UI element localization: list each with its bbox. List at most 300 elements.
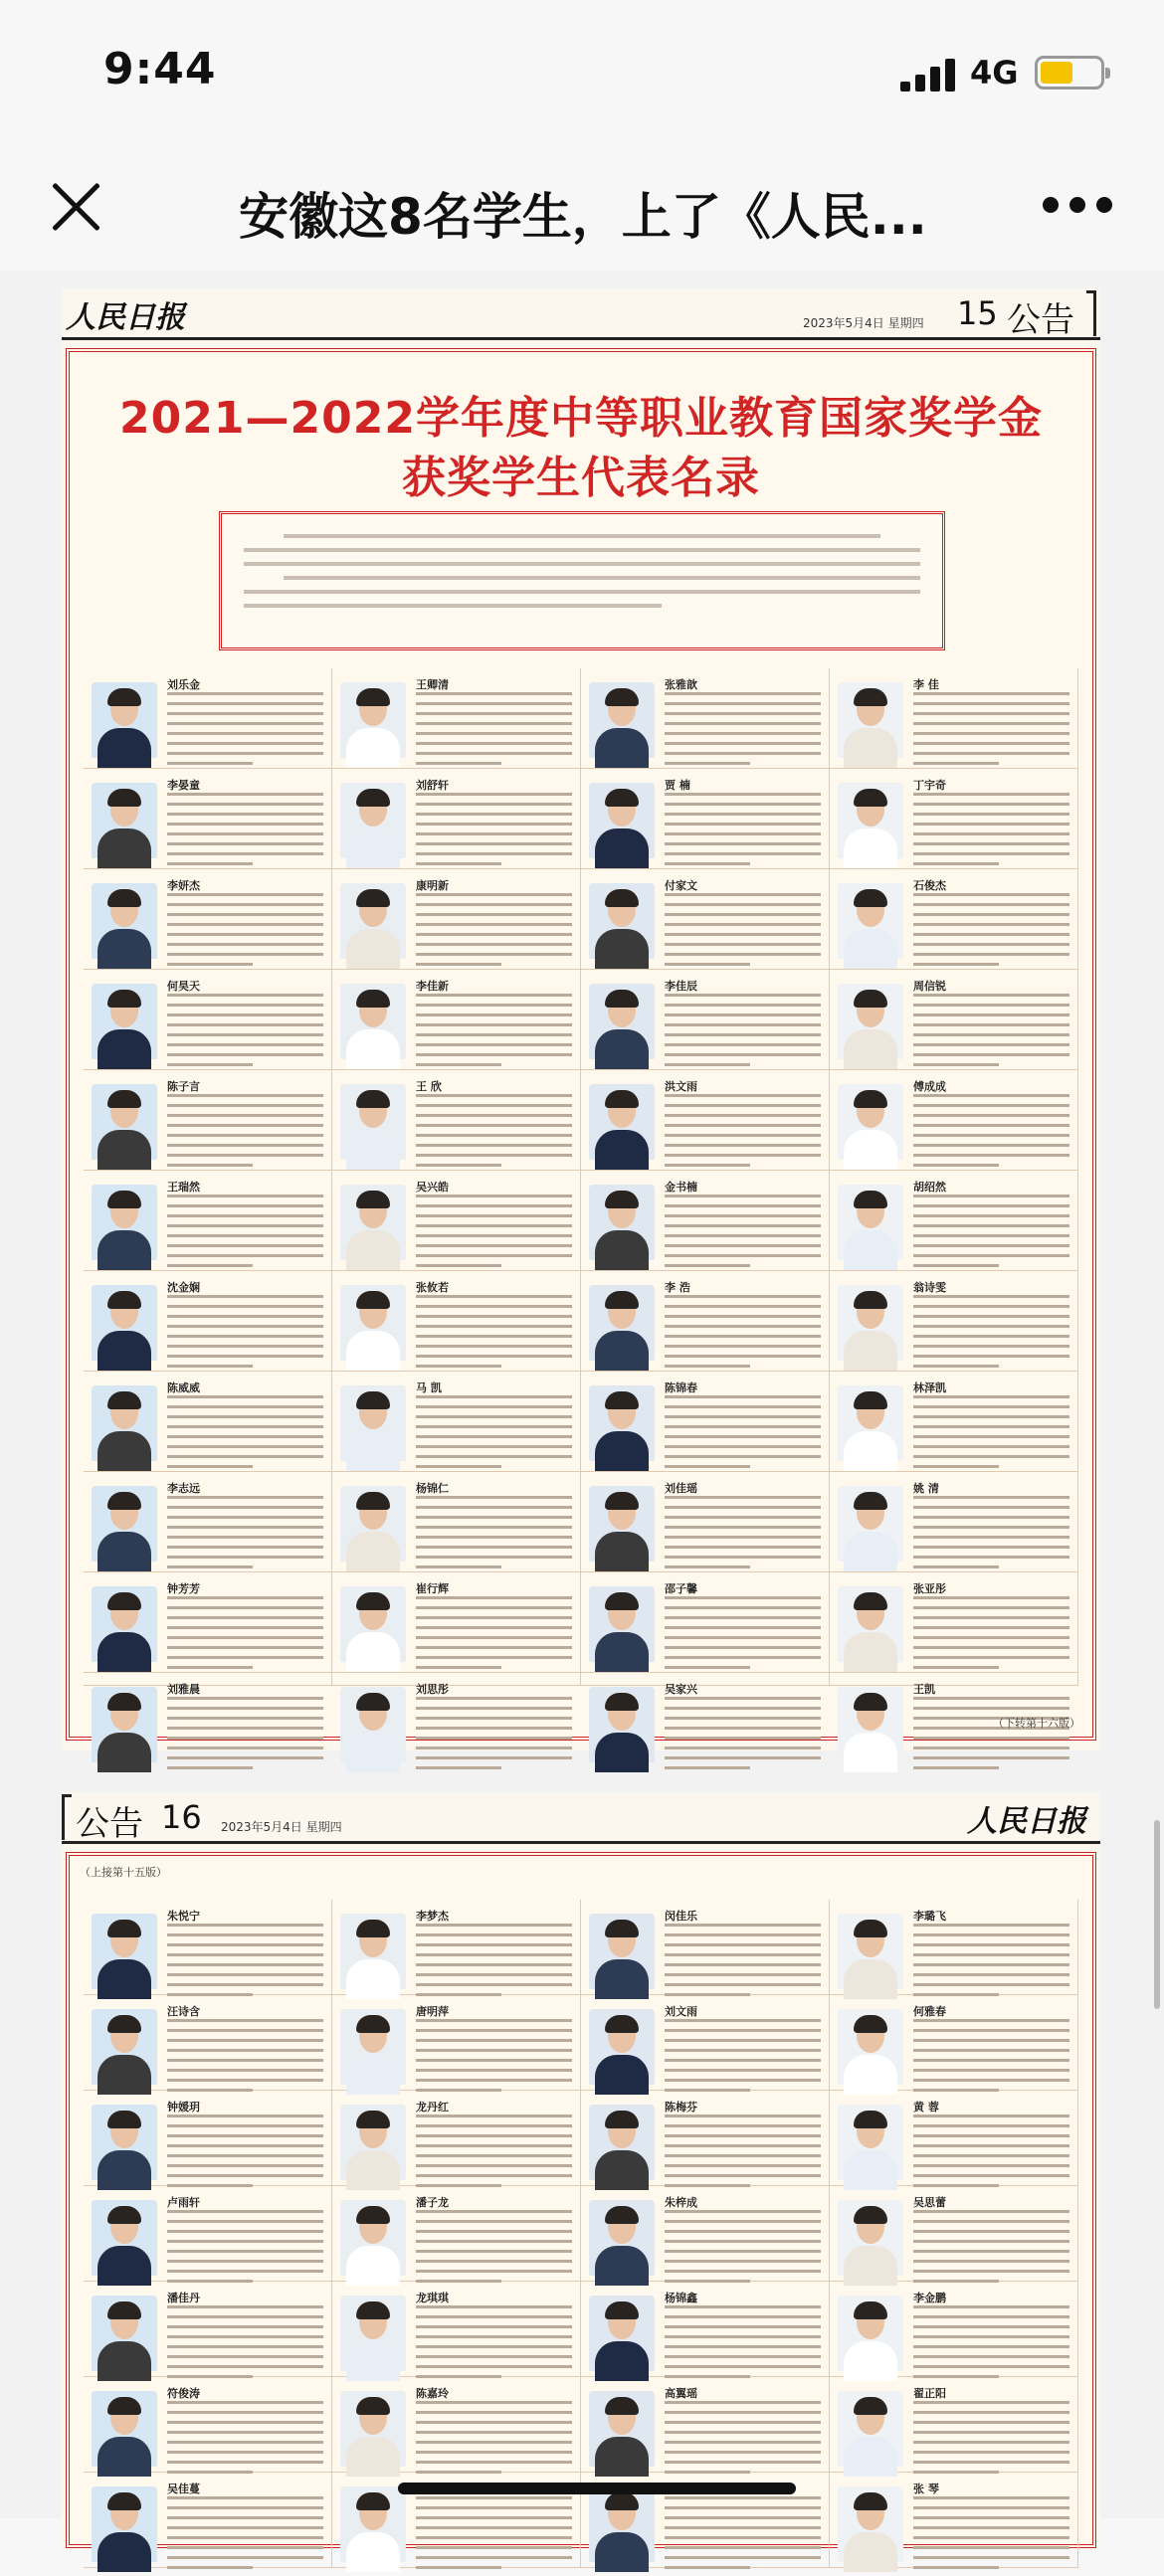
- student-photo: [838, 783, 903, 858]
- student-name: 吴思蕾: [913, 2196, 946, 2209]
- student-entry: [332, 1995, 581, 2091]
- student-entry: [830, 1673, 1078, 1696]
- student-photo: [838, 1285, 903, 1361]
- student-photo: [838, 1084, 903, 1160]
- announcement-frame: [66, 348, 1096, 1741]
- student-entry: [332, 1900, 581, 1995]
- student-bio-text: [416, 1596, 572, 1676]
- student-photo: [838, 984, 903, 1059]
- student-photo: [589, 1285, 655, 1361]
- student-name: 张雅歆: [665, 678, 697, 691]
- student-photo: [92, 2105, 157, 2180]
- student-bio-text: [167, 793, 323, 872]
- student-photo: [92, 783, 157, 858]
- student-bio-text: [167, 2115, 323, 2194]
- student-photo: [589, 1486, 655, 1562]
- student-bio-text: [416, 692, 572, 772]
- masthead: [62, 1792, 1100, 1844]
- student-name: 王凯: [913, 1683, 935, 1696]
- student-name: 高翼瑶: [665, 2387, 697, 2400]
- student-entry: [84, 668, 332, 769]
- student-bio-text: [416, 1295, 572, 1375]
- student-entry: [830, 970, 1078, 1070]
- article-title: 安徽这8名学生，上了《人民...: [239, 188, 927, 246]
- student-name: 李梦杰: [416, 1910, 449, 1923]
- student-name: 王 欣: [416, 1080, 442, 1093]
- student-name: 李璐飞: [913, 1910, 946, 1923]
- student-entry: [830, 2186, 1078, 2282]
- student-entry: [84, 1271, 332, 1372]
- student-photo: [92, 2296, 157, 2371]
- student-bio-text: [913, 1596, 1069, 1676]
- student-bio-text: [167, 1195, 323, 1274]
- student-photo: [838, 2391, 903, 2467]
- student-name: 刘乐金: [167, 678, 200, 691]
- student-photo: [340, 1185, 406, 1260]
- student-photo: [92, 1486, 157, 1562]
- student-entry: [84, 869, 332, 970]
- student-name: 黄 蓉: [913, 2101, 939, 2114]
- student-entry: [581, 2186, 830, 2282]
- student-name: 朱悦宁: [167, 1910, 200, 1923]
- student-name: 李佳辰: [665, 980, 697, 993]
- student-name: 李志远: [167, 1482, 200, 1495]
- student-entry: [830, 2473, 1078, 2568]
- student-bio-text: [416, 893, 572, 973]
- student-bio-text: [416, 1195, 572, 1274]
- student-name: 潘子龙: [416, 2196, 449, 2209]
- masthead-bracket: [1086, 290, 1096, 336]
- student-photo: [92, 1687, 157, 1762]
- student-name: 李金鹏: [913, 2292, 946, 2304]
- student-name: 陈子言: [167, 1080, 200, 1093]
- student-photo: [589, 1687, 655, 1762]
- student-bio-text: [665, 1295, 821, 1375]
- student-photo: [838, 1185, 903, 1260]
- student-name: 闵佳乐: [665, 1910, 697, 1923]
- student-photo: [340, 1385, 406, 1461]
- student-bio-text: [416, 1395, 572, 1475]
- announcement-frame: [66, 1852, 1096, 2548]
- student-name: 胡绍然: [913, 1181, 946, 1194]
- newspaper-logo: 人民日报: [967, 1804, 1086, 1839]
- student-photo: [589, 1084, 655, 1160]
- student-photo: [589, 1586, 655, 1662]
- student-name: 马 凯: [416, 1381, 442, 1394]
- student-entry: [830, 2282, 1078, 2377]
- student-photo: [340, 2486, 406, 2562]
- student-photo: [838, 2296, 903, 2371]
- student-bio-text: [913, 1094, 1069, 1174]
- student-name: 陈梅芬: [665, 2101, 697, 2114]
- student-photo: [340, 2105, 406, 2180]
- newspaper-logo: 人民日报: [66, 300, 185, 335]
- student-name: 金书楠: [665, 1181, 697, 1194]
- student-name: 刘雅晨: [167, 1683, 200, 1696]
- student-name: 汪诗含: [167, 2005, 200, 2018]
- student-photo: [340, 1285, 406, 1361]
- student-name: 张 琴: [913, 2483, 939, 2495]
- issue-date: 2023年5月4日 星期四: [803, 316, 924, 330]
- student-photo: [92, 2009, 157, 2085]
- student-name: 吴兴皓: [416, 1181, 449, 1194]
- student-bio-text: [913, 793, 1069, 872]
- student-photo: [340, 1687, 406, 1762]
- student-photo: [340, 783, 406, 858]
- student-entry: [581, 668, 830, 769]
- student-photo: [589, 1914, 655, 1989]
- student-bio-text: [167, 1924, 323, 2003]
- student-name: 贾 楠: [665, 779, 690, 792]
- student-photo: [589, 682, 655, 758]
- student-name: 陈嘉玲: [416, 2387, 449, 2400]
- student-photo: [838, 1586, 903, 1662]
- section-name: 公告: [76, 1804, 143, 1844]
- headline-line-1: 2021—2022学年度中等职业教育国家奖学金: [119, 393, 1043, 444]
- student-entry: [830, 2091, 1078, 2186]
- student-name: 钟媛玥: [167, 2101, 200, 2114]
- issue-date: 2023年5月4日 星期四: [221, 1820, 342, 1834]
- student-bio-text: [167, 1395, 323, 1475]
- student-bio-text: [416, 1697, 572, 1776]
- student-entry: [332, 1372, 581, 1472]
- student-name: 翁诗雯: [913, 1281, 946, 1294]
- student-entry: [581, 1070, 830, 1171]
- student-photo: [838, 1486, 903, 1562]
- student-entry: [830, 769, 1078, 869]
- student-entry: [830, 668, 1078, 769]
- student-bio-text: [167, 994, 323, 1073]
- student-entry: [84, 2377, 332, 2473]
- status-bar: [0, 0, 1164, 149]
- student-name: 崔行辉: [416, 1582, 449, 1595]
- intro-paragraph-box: [219, 511, 945, 650]
- student-entry: [830, 1171, 1078, 1271]
- student-entry: [581, 1673, 830, 1696]
- student-bio-text: [913, 1295, 1069, 1375]
- student-name: 龙丹红: [416, 2101, 449, 2114]
- student-entry: [84, 1472, 332, 1572]
- student-entry: [84, 1995, 332, 2091]
- student-name: 洪文雨: [665, 1080, 697, 1093]
- student-photo: [838, 2105, 903, 2180]
- student-bio-text: [416, 1496, 572, 1575]
- student-entry: [830, 2377, 1078, 2473]
- page-number: 15: [957, 294, 998, 332]
- student-name: 杨锦仁: [416, 1482, 449, 1495]
- student-bio-text: [665, 1094, 821, 1174]
- student-photo: [838, 1687, 903, 1762]
- student-entry: [332, 769, 581, 869]
- student-bio-text: [665, 1195, 821, 1274]
- student-photo: [589, 2486, 655, 2562]
- student-name: 刘舒轩: [416, 779, 449, 792]
- student-entry: [332, 2282, 581, 2377]
- student-bio-text: [167, 1094, 323, 1174]
- student-name: 符俊涛: [167, 2387, 200, 2400]
- student-name: 何雅春: [913, 2005, 946, 2018]
- continued-from-note: （上接第十五版）: [80, 1866, 167, 1879]
- student-entry: [332, 1271, 581, 1372]
- student-bio-text: [167, 1596, 323, 1676]
- student-entry: [332, 1472, 581, 1572]
- student-bio-text: [665, 2019, 821, 2099]
- student-bio-text: [416, 1924, 572, 2003]
- student-entry: [581, 769, 830, 869]
- student-entry: [332, 970, 581, 1070]
- student-photo: [589, 2200, 655, 2276]
- student-entry: [84, 970, 332, 1070]
- student-photo: [838, 1385, 903, 1461]
- student-entry: [830, 1472, 1078, 1572]
- student-entry: [332, 1572, 581, 1673]
- student-photo: [589, 2296, 655, 2371]
- student-bio-text: [665, 793, 821, 872]
- student-bio-text: [167, 1295, 323, 1375]
- section-name: 公告: [1007, 300, 1074, 340]
- student-name: 付家文: [665, 879, 697, 892]
- student-bio-text: [416, 2305, 572, 2385]
- student-bio-text: [416, 1094, 572, 1174]
- student-bio-text: [665, 2115, 821, 2194]
- student-photo: [340, 1084, 406, 1160]
- student-bio-text: [167, 893, 323, 973]
- student-entry: [830, 869, 1078, 970]
- status-time: 9:44: [103, 44, 217, 94]
- student-bio-text: [167, 2019, 323, 2099]
- student-entry: [84, 1171, 332, 1271]
- student-entry: [830, 1995, 1078, 2091]
- student-name: 周信锐: [913, 980, 946, 993]
- student-name: 吴家兴: [665, 1683, 697, 1696]
- student-name: 唐明萍: [416, 2005, 449, 2018]
- student-photo: [838, 2486, 903, 2562]
- student-photo: [838, 682, 903, 758]
- student-bio-text: [167, 2305, 323, 2385]
- student-entry: [84, 2473, 332, 2568]
- student-bio-text: [416, 2496, 572, 2576]
- student-bio-text: [167, 1697, 323, 1776]
- student-photo: [838, 2009, 903, 2085]
- student-name: 王瑞然: [167, 1181, 200, 1194]
- student-bio-text: [913, 2305, 1069, 2385]
- student-bio-text: [913, 1195, 1069, 1274]
- student-bio-text: [665, 1496, 821, 1575]
- student-entry: [84, 2091, 332, 2186]
- article-content[interactable]: [0, 271, 1164, 2518]
- student-photo: [589, 984, 655, 1059]
- student-bio-text: [416, 2210, 572, 2290]
- close-icon[interactable]: [40, 171, 111, 243]
- student-entry: [84, 2282, 332, 2377]
- student-name: 张亚彤: [913, 1582, 946, 1595]
- continued-note: （下转第十六版）: [993, 1717, 1080, 1730]
- student-entry: [84, 1372, 332, 1472]
- newspaper-page-16: [62, 1792, 1100, 2548]
- student-photo: [92, 1914, 157, 1989]
- student-bio-text: [167, 2210, 323, 2290]
- student-photo: [340, 883, 406, 959]
- student-photo: [838, 1914, 903, 1989]
- nav-bar: [0, 149, 1164, 269]
- student-name: 翟正阳: [913, 2387, 946, 2400]
- student-name: 林泽凯: [913, 1381, 946, 1394]
- student-photo: [838, 883, 903, 959]
- newspaper-page-15: [62, 288, 1100, 1750]
- student-entry: [581, 1995, 830, 2091]
- student-bio-text: [665, 2210, 821, 2290]
- student-bio-text: [416, 2115, 572, 2194]
- student-name: 朱梓成: [665, 2196, 697, 2209]
- student-bio-text: [913, 2019, 1069, 2099]
- student-name: 王卿清: [416, 678, 449, 691]
- student-entry: [581, 1900, 830, 1995]
- student-photo: [92, 984, 157, 1059]
- student-photo: [92, 1285, 157, 1361]
- student-photo: [838, 2200, 903, 2276]
- student-entry: [581, 2091, 830, 2186]
- student-bio-text: [167, 692, 323, 772]
- student-bio-text: [665, 994, 821, 1073]
- student-name: 何昊天: [167, 980, 200, 993]
- student-entry: [830, 1271, 1078, 1372]
- signal-strength-icon: [900, 58, 958, 92]
- student-name: 陈威威: [167, 1381, 200, 1394]
- student-bio-text: [665, 2496, 821, 2576]
- student-name: 杨锦鑫: [665, 2292, 697, 2304]
- student-grid-page-16: [84, 1900, 1078, 2568]
- student-photo: [92, 2200, 157, 2276]
- student-entry: [830, 1372, 1078, 1472]
- student-photo: [92, 883, 157, 959]
- student-name: 刘思彤: [416, 1683, 449, 1696]
- student-bio-text: [913, 2496, 1069, 2576]
- student-name: 龙琪琪: [416, 2292, 449, 2304]
- student-entry: [581, 2282, 830, 2377]
- student-name: 李妍杰: [167, 879, 200, 892]
- student-entry: [84, 1070, 332, 1171]
- student-entry: [84, 2186, 332, 2282]
- home-indicator[interactable]: [398, 2483, 796, 2494]
- student-bio-text: [913, 994, 1069, 1073]
- student-name: 姚 清: [913, 1482, 939, 1495]
- student-photo: [589, 2009, 655, 2085]
- student-entry: [830, 1900, 1078, 1995]
- student-entry: [581, 1271, 830, 1372]
- student-photo: [340, 682, 406, 758]
- student-photo: [92, 682, 157, 758]
- student-name: 傅成成: [913, 1080, 946, 1093]
- student-photo: [589, 2391, 655, 2467]
- student-bio-text: [665, 893, 821, 973]
- scrollbar[interactable]: [1154, 1820, 1160, 2009]
- student-bio-text: [913, 2401, 1069, 2481]
- student-entry: [830, 1070, 1078, 1171]
- student-name: 钟芳芳: [167, 1582, 200, 1595]
- student-name: 李晏童: [167, 779, 200, 792]
- student-bio-text: [913, 1496, 1069, 1575]
- student-entry: [581, 2377, 830, 2473]
- student-entry: [332, 668, 581, 769]
- student-photo: [340, 2200, 406, 2276]
- student-bio-text: [167, 2401, 323, 2481]
- network-type: 4G: [970, 54, 1019, 92]
- student-entry: [830, 1572, 1078, 1673]
- student-photo: [92, 2486, 157, 2562]
- student-entry: [84, 1900, 332, 1995]
- student-name: 李佳新: [416, 980, 449, 993]
- student-entry: [581, 869, 830, 970]
- student-entry: [332, 2091, 581, 2186]
- student-bio-text: [913, 2115, 1069, 2194]
- student-bio-text: [665, 1924, 821, 2003]
- student-photo: [340, 2009, 406, 2085]
- student-name: 张攸若: [416, 1281, 449, 1294]
- student-entry: [84, 1572, 332, 1673]
- headline-line-2: 获奖学生代表名录: [402, 453, 760, 503]
- student-photo: [92, 1084, 157, 1160]
- student-entry: [332, 1171, 581, 1271]
- student-entry: [581, 1171, 830, 1271]
- student-entry: [581, 1472, 830, 1572]
- student-photo: [92, 1185, 157, 1260]
- student-name: 邵子馨: [665, 1582, 697, 1595]
- student-name: 李 佳: [913, 678, 939, 691]
- student-photo: [340, 984, 406, 1059]
- student-name: 潘佳丹: [167, 2292, 200, 2304]
- student-grid-page-15: [84, 668, 1078, 1696]
- student-bio-text: [665, 2305, 821, 2385]
- student-entry: [84, 769, 332, 869]
- battery-icon: [1035, 56, 1104, 90]
- student-photo: [92, 1586, 157, 1662]
- student-entry: [332, 869, 581, 970]
- student-bio-text: [665, 1596, 821, 1676]
- student-entry: [332, 1673, 581, 1696]
- student-entry: [84, 1673, 332, 1696]
- student-name: 丁宇奇: [913, 779, 946, 792]
- student-entry: [581, 970, 830, 1070]
- student-bio-text: [913, 893, 1069, 973]
- student-bio-text: [665, 2401, 821, 2481]
- student-photo: [92, 2391, 157, 2467]
- masthead-bracket: [62, 1794, 72, 1840]
- student-photo: [589, 1185, 655, 1260]
- student-entry: [332, 1070, 581, 1171]
- student-photo: [589, 1385, 655, 1461]
- student-bio-text: [913, 692, 1069, 772]
- student-name: 康明新: [416, 879, 449, 892]
- student-entry: [332, 2377, 581, 2473]
- student-photo: [589, 883, 655, 959]
- student-photo: [340, 2391, 406, 2467]
- student-bio-text: [416, 793, 572, 872]
- student-entry: [581, 1372, 830, 1472]
- student-bio-text: [913, 1924, 1069, 2003]
- student-bio-text: [416, 994, 572, 1073]
- student-entry: [332, 2186, 581, 2282]
- student-name: 刘佳瑶: [665, 1482, 697, 1495]
- student-name: 卢雨轩: [167, 2196, 200, 2209]
- student-entry: [581, 1572, 830, 1673]
- student-bio-text: [416, 2019, 572, 2099]
- more-dots-icon[interactable]: [1043, 197, 1112, 217]
- student-bio-text: [665, 1395, 821, 1475]
- page-number: 16: [161, 1798, 202, 1836]
- student-photo: [340, 1914, 406, 1989]
- student-photo: [589, 783, 655, 858]
- student-name: 沈金娴: [167, 1281, 200, 1294]
